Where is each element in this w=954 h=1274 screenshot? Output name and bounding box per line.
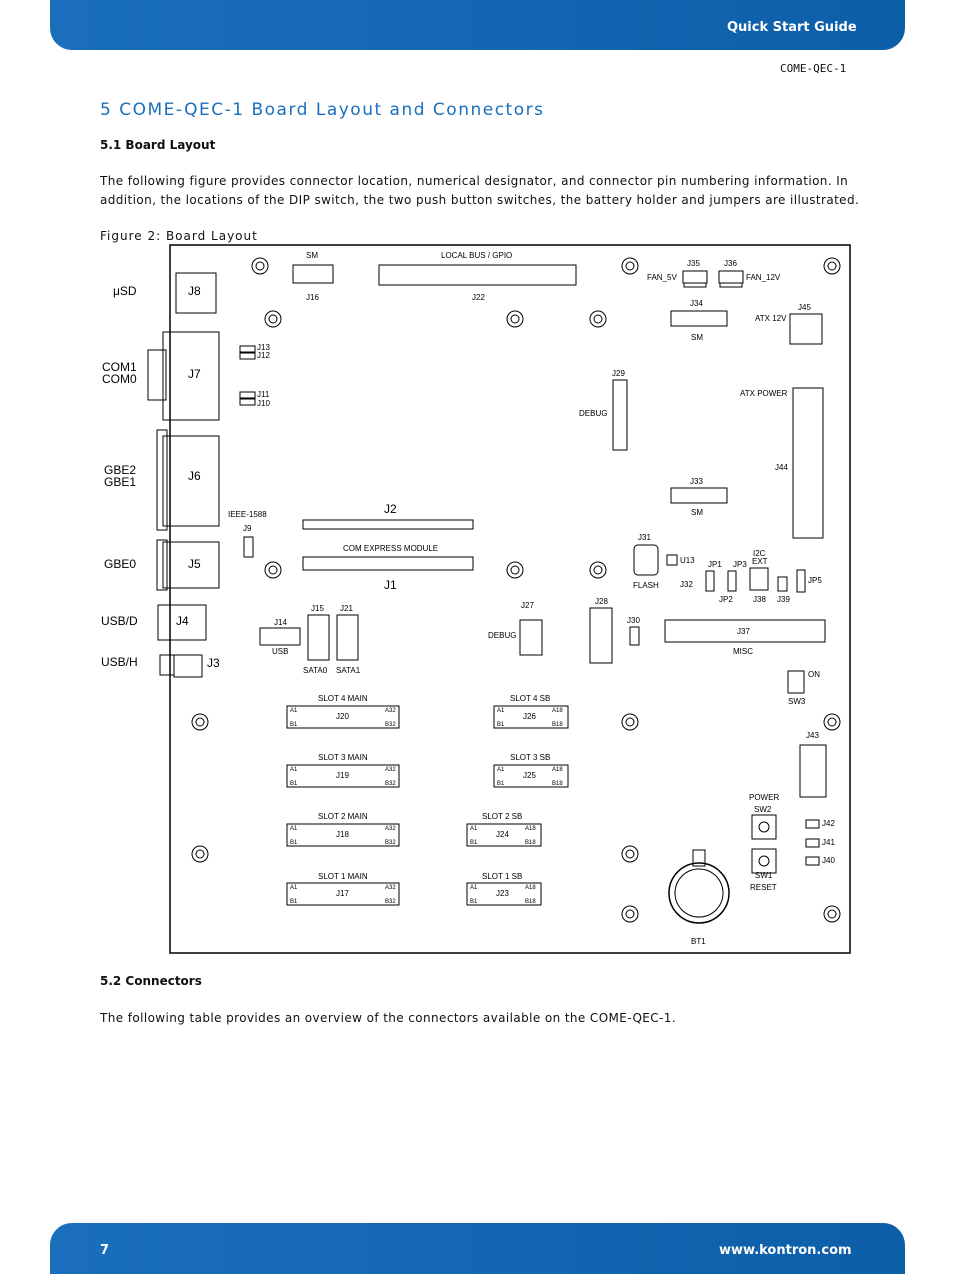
pin-label: A18 — [525, 885, 536, 891]
intro-paragraph: The following figure provides connector location, numerical designator, and connector pin numbering information. In addition, the locations of the DIP switch, the two push button switches, the battery holder and jumpers are illustrated. — [100, 174, 860, 207]
label-flash: FLASH — [633, 581, 659, 590]
section-title: 5 COME-QEC-1 Board Layout and Connectors — [100, 100, 545, 120]
label-debug: DEBUG — [579, 409, 608, 418]
label-j35: J35 — [687, 259, 700, 268]
pin-label: B1 — [290, 840, 298, 846]
label-j20: J20 — [336, 712, 349, 721]
pin-label: A32 — [385, 826, 396, 832]
label-j15: J15 — [311, 604, 324, 613]
label-sw1: SW1 — [755, 871, 773, 880]
label-j36: J36 — [724, 259, 737, 268]
label-sw3: SW3 — [788, 697, 806, 706]
label-j17: J17 — [336, 889, 349, 898]
label-j42: J42 — [822, 819, 835, 828]
label-j30: J30 — [627, 616, 640, 625]
label-j11: J11 — [257, 390, 270, 399]
page-number: 7 — [100, 1243, 110, 1258]
footer-banner — [50, 1223, 905, 1274]
pin-label: A32 — [385, 708, 396, 714]
label-usd: μSD — [113, 284, 137, 298]
label-j5: J5 — [188, 557, 201, 571]
pin-label: B32 — [385, 840, 396, 846]
board-outline — [170, 245, 850, 953]
label-j37: J37 — [737, 627, 750, 636]
label-i2c: I2C — [753, 549, 766, 558]
label-slot4-main: SLOT 4 MAIN — [318, 694, 368, 703]
label-sm3: SM — [691, 508, 703, 517]
label-sw2: SW2 — [754, 805, 772, 814]
pin-label: A18 — [552, 767, 563, 773]
label-j8: J8 — [188, 284, 201, 298]
label-j27: J27 — [521, 601, 534, 610]
label-slot2-sb: SLOT 2 SB — [482, 812, 523, 821]
pin-label: A32 — [385, 885, 396, 891]
pin-label: B1 — [290, 899, 298, 905]
label-reset: RESET — [750, 883, 777, 892]
label-j39: J39 — [777, 595, 790, 604]
label-j19: J19 — [336, 771, 349, 780]
pin-label: B32 — [385, 899, 396, 905]
pin-label: B1 — [290, 781, 298, 787]
label-gbe1: GBE1 — [104, 475, 137, 489]
j3-connector — [174, 655, 202, 677]
mounting-holes — [192, 258, 840, 922]
pin-label: A1 — [470, 885, 478, 891]
label-slot3-main: SLOT 3 MAIN — [318, 753, 368, 762]
label-j18: J18 — [336, 830, 349, 839]
label-j6: J6 — [188, 469, 201, 483]
label-sm2: SM — [691, 333, 703, 342]
label-j28: J28 — [595, 597, 608, 606]
label-j9: J9 — [243, 524, 252, 533]
label-j2: J2 — [384, 502, 397, 516]
label-j7: J7 — [188, 367, 201, 381]
label-atxpower: ATX POWER — [740, 389, 788, 398]
label-jp2: JP2 — [719, 595, 733, 604]
pin-label: A1 — [497, 708, 505, 714]
pin-label: A1 — [470, 826, 478, 832]
pin-label: A1 — [290, 885, 298, 891]
label-usbh: USB/H — [101, 655, 138, 669]
label-slot4-sb: SLOT 4 SB — [510, 694, 551, 703]
label-j3: J3 — [207, 656, 220, 670]
label-j23: J23 — [496, 889, 509, 898]
product-name: COME-QEC-1 — [780, 62, 847, 75]
label-j26: J26 — [523, 712, 536, 721]
figure-caption: Figure 2: Board Layout — [100, 229, 258, 243]
label-j22: J22 — [472, 293, 485, 302]
label-j24: J24 — [496, 830, 509, 839]
label-jp5: JP5 — [808, 576, 822, 585]
label-j4: J4 — [176, 614, 189, 628]
label-comexpress: COM EXPRESS MODULE — [343, 544, 439, 553]
label-u13: U13 — [680, 556, 695, 565]
label-usbd: USB/D — [101, 614, 138, 628]
pin-label: B1 — [497, 781, 505, 787]
label-j41: J41 — [822, 838, 835, 847]
label-j32: J32 — [680, 580, 693, 589]
pin-label: A1 — [497, 767, 505, 773]
label-misc: MISC — [733, 647, 753, 656]
label-j14: J14 — [274, 618, 287, 627]
label-j45: J45 — [798, 303, 811, 312]
connectors-paragraph: The following table provides an overview of the connectors available on the COME-QEC-1. — [100, 1011, 677, 1025]
label-j16: J16 — [306, 293, 319, 302]
label-j10: J10 — [257, 399, 270, 408]
pin-label: B18 — [525, 899, 536, 905]
label-slot1-main: SLOT 1 MAIN — [318, 872, 368, 881]
label-ieee: IEEE-1588 — [228, 510, 267, 519]
subsection-connectors: 5.2 Connectors — [100, 974, 202, 988]
pin-label: B18 — [525, 840, 536, 846]
pin-label: A1 — [290, 708, 298, 714]
label-usb: USB — [272, 647, 289, 656]
pin-label: B18 — [552, 781, 563, 787]
label-gbe2: GBE2 — [104, 463, 137, 477]
label-j34: J34 — [690, 299, 703, 308]
header-title: Quick Start Guide — [727, 20, 857, 35]
pin-label: A18 — [525, 826, 536, 832]
label-j13: J13 — [257, 343, 270, 352]
label-sata0: SATA0 — [303, 666, 328, 675]
label-slot3-sb: SLOT 3 SB — [510, 753, 551, 762]
footer-url[interactable]: www.kontron.com — [719, 1243, 852, 1258]
pin-label: A1 — [290, 826, 298, 832]
label-jp1: JP1 — [708, 560, 722, 569]
label-sm: SM — [306, 251, 318, 260]
pin-label: A1 — [290, 767, 298, 773]
pin-label: B32 — [385, 781, 396, 787]
label-on: ON — [808, 670, 820, 679]
label-gbe0: GBE0 — [104, 557, 137, 571]
label-jp3: JP3 — [733, 560, 747, 569]
pin-label: B18 — [552, 722, 563, 728]
label-j33: J33 — [690, 477, 703, 486]
label-com1: COM1 — [102, 360, 137, 374]
pin-label: B32 — [385, 722, 396, 728]
label-j31: J31 — [638, 533, 651, 542]
label-localbus: LOCAL BUS / GPIO — [441, 251, 513, 260]
label-j25: J25 — [523, 771, 536, 780]
pin-label: B1 — [497, 722, 505, 728]
pin-label: A18 — [552, 708, 563, 714]
label-fan5: FAN_5V — [647, 273, 677, 282]
label-sata1: SATA1 — [336, 666, 361, 675]
label-fan12: FAN_12V — [746, 273, 781, 282]
label-slot2-main: SLOT 2 MAIN — [318, 812, 368, 821]
label-j1: J1 — [384, 578, 397, 592]
pin-label: B1 — [470, 899, 478, 905]
label-j44: J44 — [775, 463, 788, 472]
label-com0: COM0 — [102, 372, 137, 386]
subsection-board-layout: 5.1 Board Layout — [100, 138, 216, 152]
label-ext: EXT — [752, 557, 768, 566]
pin-label: B1 — [470, 840, 478, 846]
label-bt1: BT1 — [691, 937, 706, 946]
label-j38: J38 — [753, 595, 766, 604]
pin-label: B1 — [290, 722, 298, 728]
pin-label: A32 — [385, 767, 396, 773]
label-j40: J40 — [822, 856, 835, 865]
label-j43: J43 — [806, 731, 819, 740]
label-j29: J29 — [612, 369, 625, 378]
label-debug2: DEBUG — [488, 631, 517, 640]
label-j21: J21 — [340, 604, 353, 613]
label-j12: J12 — [257, 351, 270, 360]
label-power: POWER — [749, 793, 780, 802]
label-atx12: ATX 12V — [755, 314, 787, 323]
label-slot1-sb: SLOT 1 SB — [482, 872, 523, 881]
